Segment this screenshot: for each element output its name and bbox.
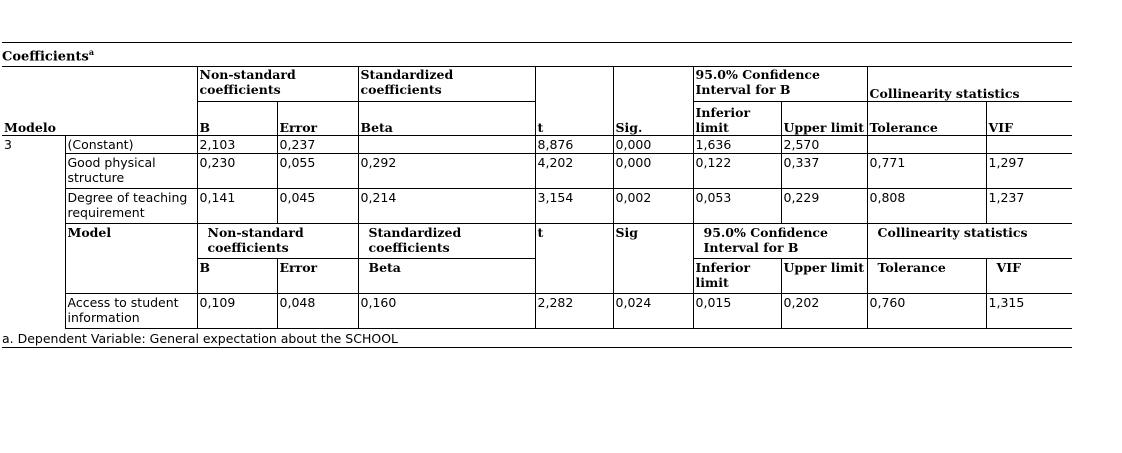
header-inferior: Inferior limit [693,101,781,135]
table-row [2,135,1072,153]
header-vif: VIF [986,101,1072,135]
cell-beta [358,135,535,153]
cell-inferior: 1,636 [693,135,781,153]
row-label: (Constant) [65,135,197,153]
cell-upper: 2,570 [781,135,867,153]
cell-beta: 0,292 [358,153,535,188]
header2-upper: Upper limit [781,258,867,293]
header2-beta: Beta [358,258,535,293]
cell-sig: 0,000 [613,153,693,188]
cell-t: 4,202 [535,153,613,188]
table-row [2,153,1072,188]
header2-b: B [197,258,277,293]
cell-t: 3,154 [535,188,613,223]
cell-upper: 0,229 [781,188,867,223]
coefficients-table [2,66,1072,329]
header-upper: Upper limit [781,101,867,135]
header-t: t [535,66,613,135]
cell-b: 0,230 [197,153,277,188]
table-title: Coefficients$^a$ [2,47,94,65]
header2-sig: Sig [613,223,693,293]
header2-standardized: Standardized coefficients [358,223,535,258]
table-row [2,293,1072,328]
top-rule [2,42,1072,43]
table-row [2,188,1072,223]
cell-tolerance: 0,771 [867,153,986,188]
header2-non-standard: Non-standard coefficients [197,223,358,258]
row-label: Access to student information [65,293,197,328]
cell-error: 0,055 [277,153,358,188]
header-modelo: Modelo [4,119,56,135]
header-standardized: Standardized coefficients [358,66,535,101]
row-label: Degree of teaching requirement [65,188,197,223]
cell-error: 0,045 [277,188,358,223]
cell-b: 0,141 [197,188,277,223]
cell-vif [986,135,1072,153]
header-non-standard: Non-standard coefficients [197,66,358,101]
header2-inferior: Inferior limit [693,258,781,293]
header-ci: 95.0% Confidence Interval for B [693,66,867,101]
cell-b: 0,109 [197,293,277,328]
cell-beta: 0,214 [358,188,535,223]
cell-tolerance: 0,808 [867,188,986,223]
cell-vif: 1,237 [986,188,1072,223]
cell-inferior: 0,053 [693,188,781,223]
cell-tolerance: 0,760 [867,293,986,328]
header-tolerance: Tolerance [867,101,986,135]
header-collinearity: Collinearity statistics [867,66,1072,101]
cell-upper: 0,337 [781,153,867,188]
cell-vif: 1,315 [986,293,1072,328]
cell-sig: 0,002 [613,188,693,223]
cell-inferior: 0,122 [693,153,781,188]
cell-error: 0,048 [277,293,358,328]
row-label: Good physical structure [65,153,197,188]
cell-upper: 0,202 [781,293,867,328]
header2-ci: 95.0% Confidence Interval for B [693,223,867,258]
cell-tolerance [867,135,986,153]
cell-inferior: 0,015 [693,293,781,328]
header2-t: t [535,223,613,293]
cell-beta: 0,160 [358,293,535,328]
cell-sig: 0,000 [613,135,693,153]
header-b: B [197,101,277,135]
footnote: a. Dependent Variable: General expectation about the SCHOOL [2,331,398,346]
header-sig: Sig. [613,66,693,135]
header2-model: Model [65,223,197,293]
cell-sig: 0,024 [613,293,693,328]
header2-tolerance: Tolerance [867,258,986,293]
model-number: 3 [2,135,65,328]
header-beta: Beta [358,101,535,135]
cell-t: 2,282 [535,293,613,328]
bottom-rule [2,347,1072,348]
header-error: Error [277,101,358,135]
cell-t: 8,876 [535,135,613,153]
header2-error: Error [277,258,358,293]
header2-vif: VIF [986,258,1072,293]
cell-vif: 1,297 [986,153,1072,188]
cell-error: 0,237 [277,135,358,153]
cell-b: 2,103 [197,135,277,153]
header2-collinearity: Collinearity statistics [867,223,1072,258]
